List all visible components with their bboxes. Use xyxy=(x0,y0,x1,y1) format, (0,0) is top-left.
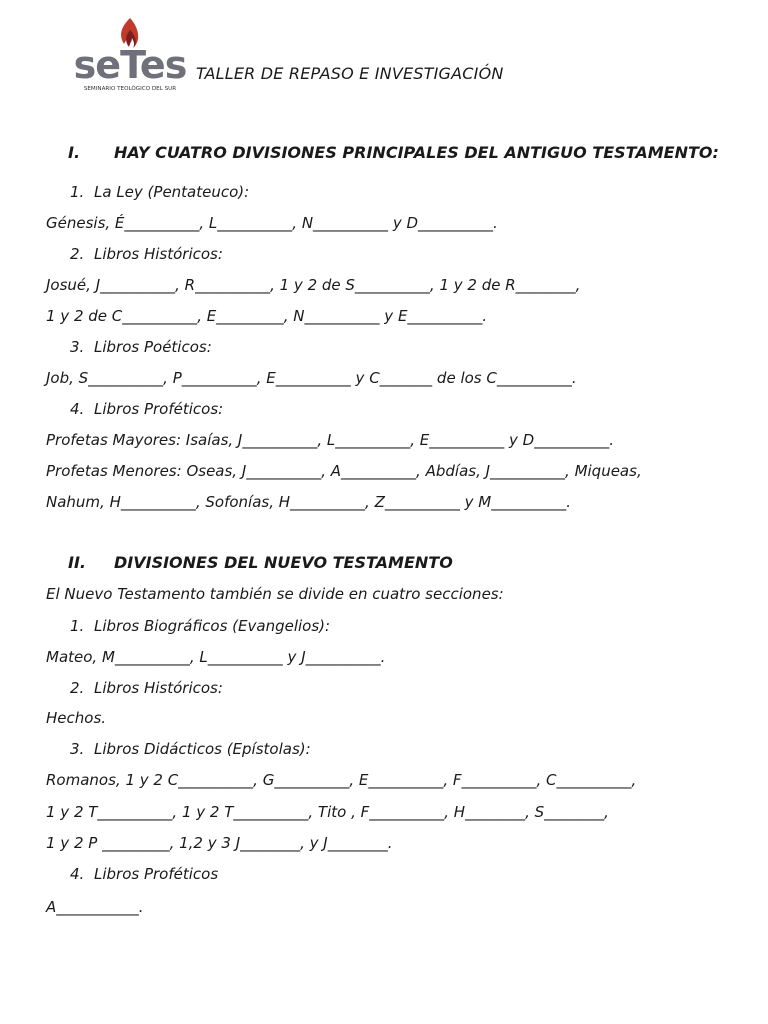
fill-in-line: 1 y 2 de C__________, E_________, N__________ y E__________. xyxy=(46,307,488,325)
fill-in-line: Génesis, É__________, L__________, N__________ y D__________. xyxy=(46,214,498,232)
fill-in-line: Profetas Mayores: Isaías, J__________, L__________, E__________ y D__________. xyxy=(46,431,614,449)
section-heading: I. HAY CUATRO DIVISIONES PRINCIPALES DEL ANTIGUO TESTAMENTO: xyxy=(68,143,719,162)
fill-in-line: Profetas Menores: Oseas, J__________, A__________, Abdías, J__________, Miqueas, xyxy=(46,462,642,480)
fill-in-line: Mateo, M__________, L__________ y J__________. xyxy=(46,648,386,666)
fill-in-line: Hechos. xyxy=(46,709,107,727)
fill-in-line: A___________. xyxy=(46,898,144,916)
fill-in-line: Nahum, H__________, Sofonías, H__________, Z__________ y M__________. xyxy=(46,493,571,511)
list-item-heading: 2. Libros Históricos: xyxy=(70,245,223,263)
fill-in-line: Josué, J__________, R__________, 1 y 2 de S__________, 1 y 2 de R________, xyxy=(46,276,581,294)
list-item-heading: 1. Libros Biográficos (Evangelios): xyxy=(70,617,331,635)
list-item-heading: 3. Libros Poéticos: xyxy=(70,338,212,356)
fill-in-line: Job, S__________, P__________, E__________ y C_______ de los C__________. xyxy=(46,369,577,387)
list-item-heading: 1. La Ley (Pentateuco): xyxy=(70,183,250,201)
setes-logo xyxy=(72,16,188,96)
fill-in-line: 1 y 2 P _________, 1,2 y 3 J________, y J________. xyxy=(46,834,393,852)
list-item-heading: 3. Libros Didácticos (Epístolas): xyxy=(70,740,311,758)
list-item-heading: 4. Libros Proféticos xyxy=(70,865,219,883)
svg-text:seTes: seTes xyxy=(73,43,187,87)
flame-logo-icon xyxy=(72,16,188,96)
fill-in-line: Romanos, 1 y 2 C__________, G__________, E__________, F__________, C__________, xyxy=(46,771,637,789)
document-title: TALLER DE REPASO E INVESTIGACIÓN xyxy=(196,64,504,83)
fill-in-line: 1 y 2 T__________, 1 y 2 T__________, Tito , F__________, H________, S________, xyxy=(46,803,609,821)
section-intro: El Nuevo Testamento también se divide en cuatro secciones: xyxy=(46,585,504,603)
svg-text:SEMINARIO TEOLÓGICO DEL SUR: SEMINARIO TEOLÓGICO DEL SUR xyxy=(83,86,177,92)
list-item-heading: 4. Libros Proféticos: xyxy=(70,400,224,418)
list-item-heading: 2. Libros Históricos: xyxy=(70,679,223,697)
section-heading: II. DIVISIONES DEL NUEVO TESTAMENTO xyxy=(68,553,453,572)
